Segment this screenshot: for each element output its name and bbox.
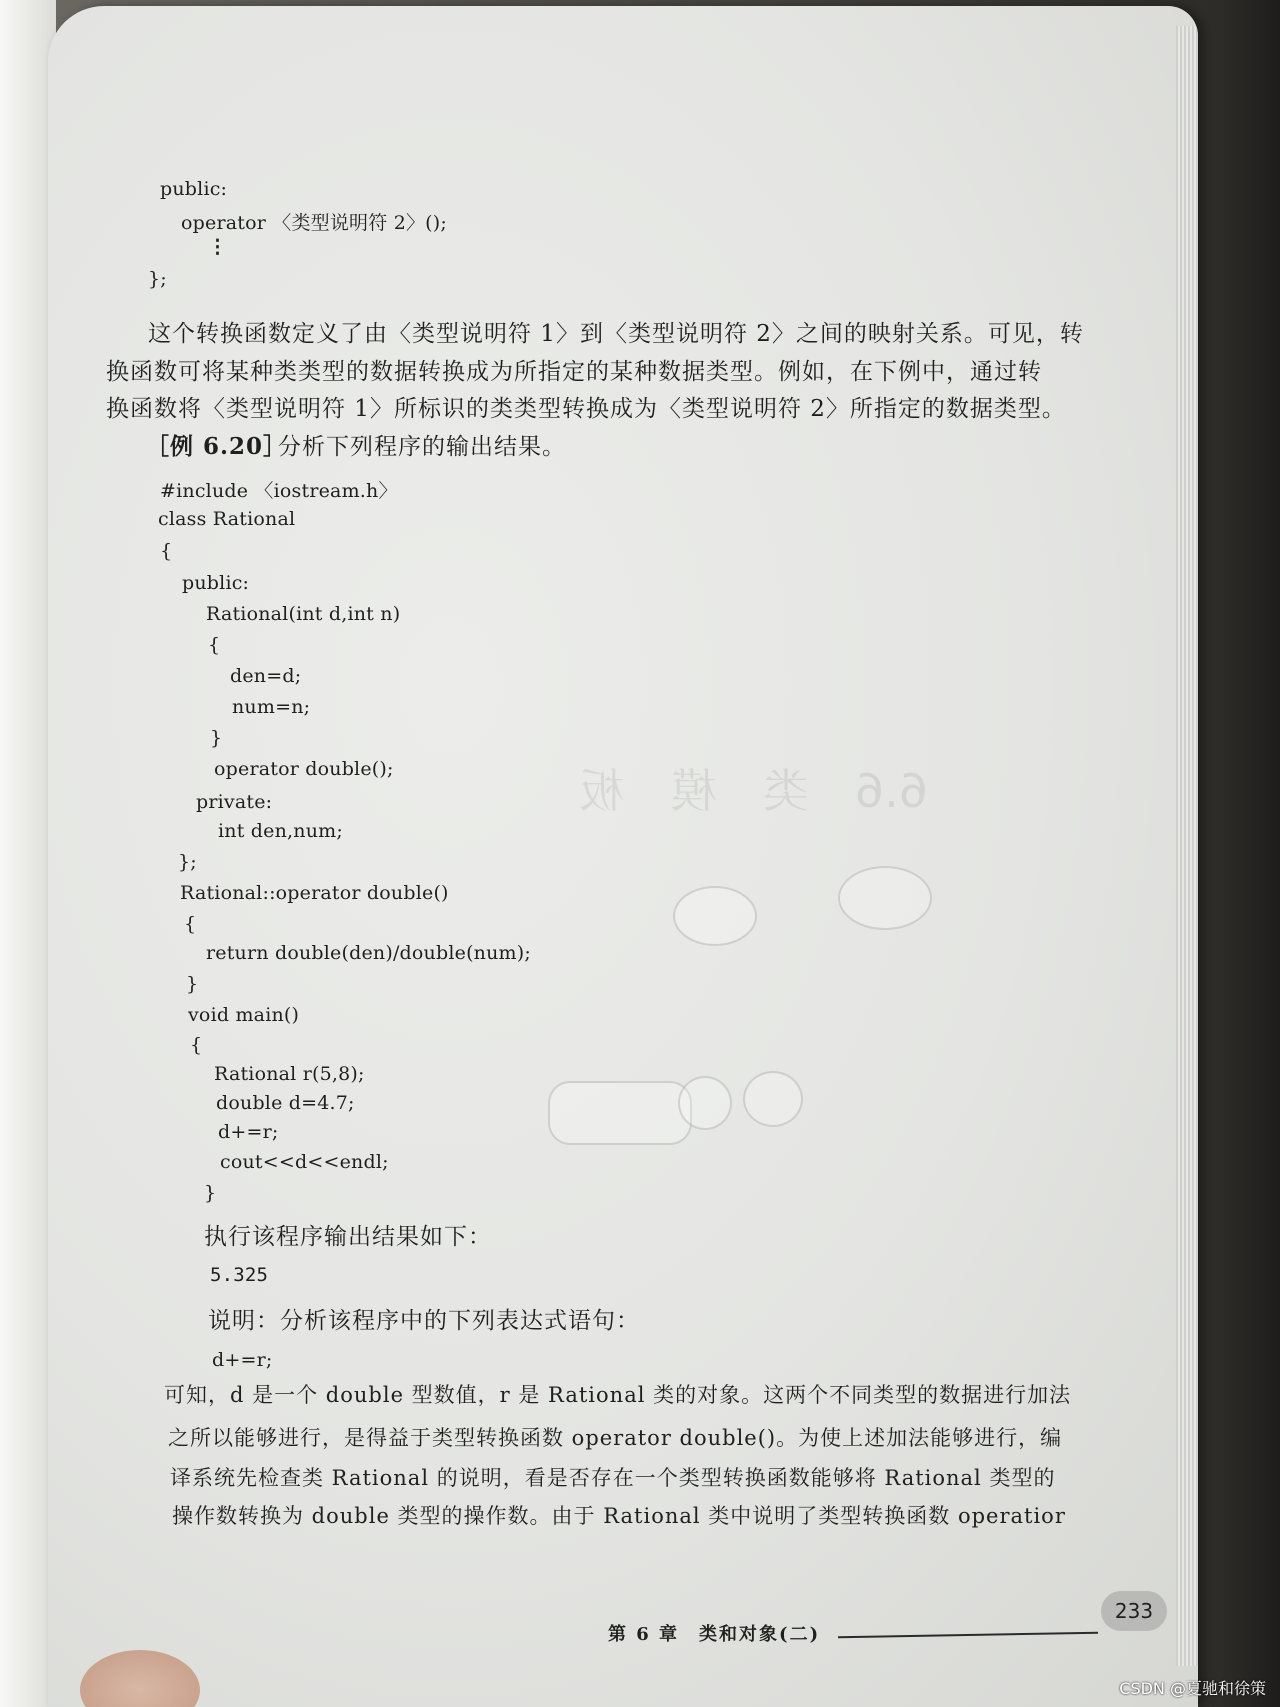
code-line: private: [196, 791, 273, 813]
page-content [48, 6, 1198, 1707]
paragraph-line: 这个转换函数定义了由〈类型说明符 1〉到〈类型说明符 2〉之间的映射关系。可见，转 [148, 321, 1084, 347]
explanation-line: 操作数转换为 double 类型的操作数。由于 Rational 类中说明了类型转换函数 operatior [172, 1504, 1066, 1528]
code-line: d+=r; [218, 1121, 279, 1143]
code-line: { [184, 913, 197, 935]
chapter-footer: 第 6 章 类和对象(二) [608, 1624, 821, 1645]
code-line: class Rational [158, 508, 296, 530]
output-value: 5.325 [210, 1264, 269, 1286]
paragraph-line: 换函数将〈类型说明符 1〉所标识的类类型转换成为〈类型说明符 2〉所指定的数据类型。 [106, 396, 1066, 422]
code-line: int den,num; [218, 820, 343, 842]
explanation-line: 之所以能够进行，是得益于类型转换函数 operator double()。为使上述加法能够进行，编 [168, 1426, 1063, 1450]
code-line: void main() [188, 1004, 300, 1026]
example-label: ［例 6.20］ [146, 433, 288, 460]
code-line: return double(den)/double(num); [206, 942, 531, 964]
bleed-through-heading: 6.6 类 模 板 [578, 764, 928, 818]
code-line: cout<<d<<endl; [220, 1151, 389, 1173]
explanation-line: 译系统先检查类 Rational 的说明，看是否存在一个类型转换函数能够将 Rational 类型的 [170, 1466, 1056, 1490]
code-line: { [208, 634, 221, 656]
code-line: public: [182, 572, 250, 594]
code-line: } [210, 727, 223, 749]
explanation-expression: d+=r; [212, 1349, 273, 1371]
code-line: Rational(int d,int n) [206, 603, 401, 625]
code-line: public: [160, 178, 228, 200]
book-page [48, 6, 1198, 1707]
code-line: }; [178, 851, 197, 873]
code-line: operator double(); [214, 758, 394, 780]
explanation-label: 说明：分析该程序中的下列表达式语句： [208, 1308, 640, 1334]
code-line: Rational::operator double() [180, 882, 449, 904]
paragraph-line: 换函数可将某种类类型的数据转换成为所指定的某种数据类型。例如，在下例中，通过转 [106, 359, 1042, 385]
code-line: operator 〈类型说明符 2〉(); [181, 212, 448, 234]
footer-rule [838, 1632, 1098, 1639]
code-line: double d=4.7; [216, 1092, 355, 1114]
code-line: } [186, 973, 199, 995]
example-title: 分析下列程序的输出结果。 [278, 434, 566, 460]
vertical-ellipsis: ⋮ [208, 236, 228, 258]
code-line: #include 〈iostream.h〉 [160, 480, 398, 502]
code-line: Rational r(5,8); [214, 1063, 365, 1085]
output-heading: 执行该程序输出结果如下： [204, 1224, 492, 1250]
code-line: { [160, 540, 173, 562]
code-line: den=d; [230, 665, 302, 687]
code-line: { [190, 1034, 203, 1056]
code-line: } [204, 1182, 217, 1204]
page-number: 233 [1101, 1591, 1167, 1631]
explanation-line: 可知，d 是一个 double 型数值，r 是 Rational 类的对象。这两个不同类型的数据进行加法 [164, 1383, 1072, 1407]
watermark: CSDN @夏驰和徐策 [1119, 1679, 1266, 1698]
code-line: }; [148, 268, 167, 290]
code-line: num=n; [232, 696, 311, 718]
